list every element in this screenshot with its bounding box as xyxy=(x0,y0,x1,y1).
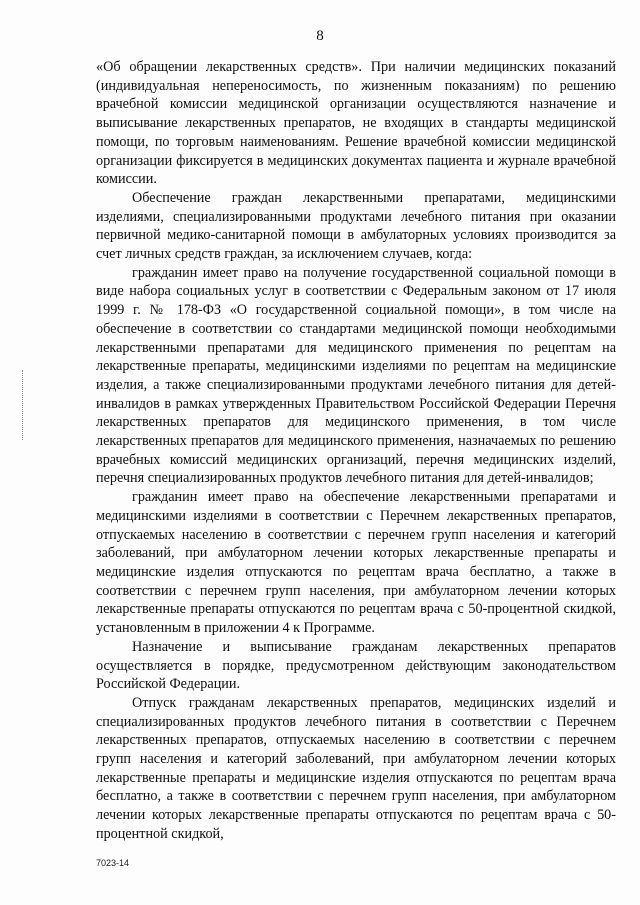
paragraph-4: гражданин имеет право на обеспечение лекарственными препаратами и медицинскими изделиями в соответствии с Перечнем лекарственных препаратов, отпускаемых населению в соответствии с перечнем групп населения и категорий заболеваний, при амбулаторном лечении которых лекарственные препараты и медицинские изделия отпускаются по рецептам врача бесплатно, а также в соответствии с перечнем групп населения, при амбулаторном лечении которых лекарственные препараты отпускаются по рецептам врача с 50-процентной скидкой, установленным в приложении 4 к Программе. xyxy=(96,489,616,637)
document-body xyxy=(96,58,616,844)
paragraph-6: Отпуск гражданам лекарственных препаратов, медицинских изделий и специализированных продуктов лечебного питания в соответствии с Перечнем лекарственных препаратов, отпускаемых населению в соответствии с перечнем групп населения и категорий заболеваний, при амбулаторном лечении которых лекарственные препараты и медицинские изделия отпускаются по рецептам врача бесплатно, а также в соответствии с перечнем групп населения, при амбулаторном лечении которых лекарственные препараты отпускаются по рецептам врача с 50-процентной скидкой, xyxy=(96,694,616,842)
paragraph-3: гражданин имеет право на получение государственной социальной помощи в виде набора социальных услуг в соответствии с Федеральным законом от 17 июля 1999 г. № 178-ФЗ «О государственной социальной помощи», в том числе на обеспечение в соответствии со стандартами медицинской помощи необходимыми лекарственными препаратами для медицинского применения по рецептам на лекарственные препараты, медицинскими изделиями по рецептам на медицинские изделия, а также специализированными продуктами лечебного питания для детей-инвалидов в рамках утвержденных Правительством Российской Федерации Перечня лекарственных препаратов для медицинского применения, в том числе лекарственных препаратов для медицинского применения, назначаемых по решению врачебных комиссий медицинских организаций, перечня медицинских изделий, перечня специализированных продуктов лечебного питания для детей-инвалидов; xyxy=(96,264,616,487)
paragraph-1: «Об обращении лекарственных средств». При наличии медицинских показаний (индивидуальная непереносимость, по жизненным показаниям) по решению врачебной комиссии медицинской организации осуществляются назначение и выписывание лекарственных препаратов, не входящих в стандарты медицинской помощи, по торговым наименованиям. Решение врачебной комиссии медицинской организации фиксируется в медицинских документах пациента и журнале врачебной комиссии. xyxy=(96,59,616,188)
page-number: 8 xyxy=(316,28,324,44)
margin-scan-mark xyxy=(22,370,24,440)
paragraph-2: Обеспечение граждан лекарственными препаратами, медицинскими изделиями, специализированными продуктами лечебного питания при оказании первичной медико-санитарной помощи в амбулаторных условиях производится за счет личных средств граждан, за исключением случаев, когда: xyxy=(96,189,616,263)
document-code: 7023-14 xyxy=(96,858,130,868)
paragraph-5: Назначение и выписывание гражданам лекарственных препаратов осуществляется в порядке, предусмотренном действующим законодательством Российской Федерации. xyxy=(96,638,616,693)
